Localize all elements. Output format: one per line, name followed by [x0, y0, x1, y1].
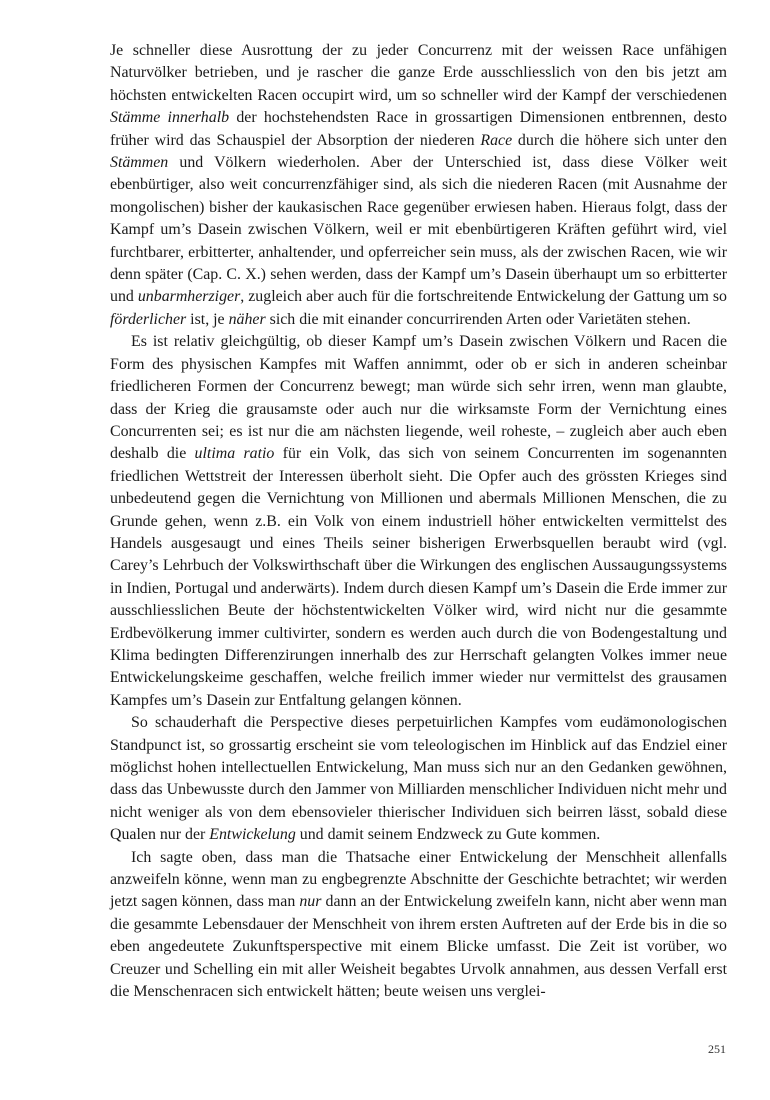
text-run: dann an der Entwickelung zweifeln kann, nicht aber wenn man die gesammte Lebensdauer der Menschheit von ihrem ersten Auftreten auf der Erde bis in die so eben angedeutete Zukunftsperspective mit einem Blicke umfasst. Die Zeit ist vorüber, wo Creuzer und Schelling ein mit aller Weisheit begabtes Urvolk annahmen, aus dessen Verfall erst die Menschenracen sich entwickelt hätten; beute weisen uns verglei-	[110, 893, 728, 1001]
text-run: Es ist relativ gleichgültig, ob dieser Kampf um’s Dasein zwischen Völkern und Racen die Form des physischen Kampfes mit Waffen annimmt, oder ob er sich in anderen scheinbar friedlicheren Formen der Concurrenz bewegt; man würde sich sehr irren, wenn man glaubte, dass der Krieg die grausamste oder auch nur die wirksamste Form der Vernichtung eines Concurrenten sei; es ist nur die am nächsten liegende, weil roheste, – zugleich aber auch eben deshalb die	[110, 333, 727, 463]
text-run: und damit seinem Endzweck zu Gute kommen.	[295, 826, 601, 844]
italic-emphasis: Race	[480, 131, 513, 149]
text-run: der hochstehendsten Race in grossartigen Dimensionen entbrennen, desto früher wird das Schauspiel der Absorption der niederen	[110, 109, 728, 149]
page-number: 251	[708, 1042, 726, 1056]
paragraph-2	[110, 331, 727, 712]
italic-emphasis: Stämme innerhalb	[110, 109, 230, 127]
paragraph-3	[110, 712, 727, 846]
page-body	[110, 40, 727, 1003]
italic-emphasis: näher	[228, 310, 266, 328]
text-run: und Völkern wiederholen. Aber der Unterschied ist, dass diese Völker weit ebenbürtiger, also weit concurrenzfähiger sind, als sich die niederen Racen (mit Ausnahme der mongolischen) bisher der kaukasischen Race gegenüber erwiesen haben. Hieraus folgt, dass der Kampf um’s Dasein zwischen Völkern, weil er mit ebenbürtigeren Kräften geführt wird, viel furchtbarer, erbitterter, anhaltender, und opferreicher sein muss, als der zwischen Racen, wie wir denn später (Cap. C. X.) sehen werden, dass der Kampf um’s Dasein überhaupt um so erbitterter und	[110, 154, 727, 306]
text-run: sich die mit einander concurrirenden Arten oder Varietäten stehen.	[265, 310, 691, 328]
italic-emphasis: nur	[299, 893, 322, 911]
text-run: durch die höhere sich unter den	[512, 131, 727, 149]
italic-emphasis: Entwickelung	[209, 826, 296, 844]
paragraph-1	[110, 40, 727, 331]
text-run: Ich sagte oben, dass man die Thatsache einer Entwickelung der Menschheit allenfalls anzweifeln könne, wenn man zu engbegrenzte Abschnitte der Geschichte betrachtet; wir werden jetzt sagen können, dass man	[110, 848, 727, 911]
italic-emphasis: förderlicher	[110, 310, 187, 328]
text-run: , zugleich aber auch für die fortschreitende Entwickelung der Gattung um so	[240, 288, 727, 306]
italic-emphasis: Stämmen	[110, 154, 169, 172]
text-run: So schauderhaft die Perspective dieses perpetuirlichen Kampfes vom eudämonologischen Standpunct ist, so grossartig erscheint sie vom teleologischen im Hinblick auf das Endziel einer möglichst hohen intellectuellen Entwickelung, Man muss sich nur an den Gedanken gewöhnen, dass das Unbewusste durch den Jammer von Milliarden menschlicher Individuen nicht mehr und nicht weniger als von dem ebensovieler thierischer Individuen sich beirren lässt, sobald diese Qualen nur der	[110, 714, 727, 844]
paragraph-4	[110, 847, 727, 1004]
italic-emphasis: ultima ratio	[194, 445, 275, 463]
italic-emphasis: unbarmherziger	[137, 288, 241, 306]
text-run: ist, je	[186, 310, 229, 328]
text-run: für ein Volk, das sich von seinem Concurrenten im sogenannten friedlichen Wettstreit der Interessen überholt sieht. Die Opfer auch des grössten Krieges sind unbedeutend gegen die Vernichtung von Millionen und abermals Millionen Menschen, die zu Grunde gehen, wenn z.B. ein Volk von einem industriell höher entwickelten vermittelst des Handels ausgesaugt und eines Theils seiner bisherigen Erwerbsquellen beraubt wird (vgl. Carey’s Lehrbuch der Volkswirthschaft über die Wirkungen des englischen Aussaugungssystems in Indien, Portugal und anderwärts). Indem durch diesen Kampf um’s Dasein die Erde immer zur ausschliesslichen Beute der höchstentwickelten Völker wird, wird nicht nur die gesammte Erdbevölkerung immer cultivirter, sondern es werden auch durch die von Bodengestaltung und Klima bedingten Differenzirungen innerhalb des zur Herrschaft gelangten Volkes immer neue Entwickelungskeime geschaffen, welche freilich immer wieder nur vermittelst des grausamen Kampfes um’s Dasein zur Entfaltung gelangen können.	[110, 445, 727, 709]
text-run: Je schneller diese Ausrottung der zu jeder Concurrenz mit der weissen Race unfähigen Naturvölker betrieben, und je rascher die ganze Erde ausschliesslich von den bis jetzt am höchsten entwickelten Racen occupirt wird, um so schneller wird der Kampf der verschiedenen	[110, 42, 727, 104]
